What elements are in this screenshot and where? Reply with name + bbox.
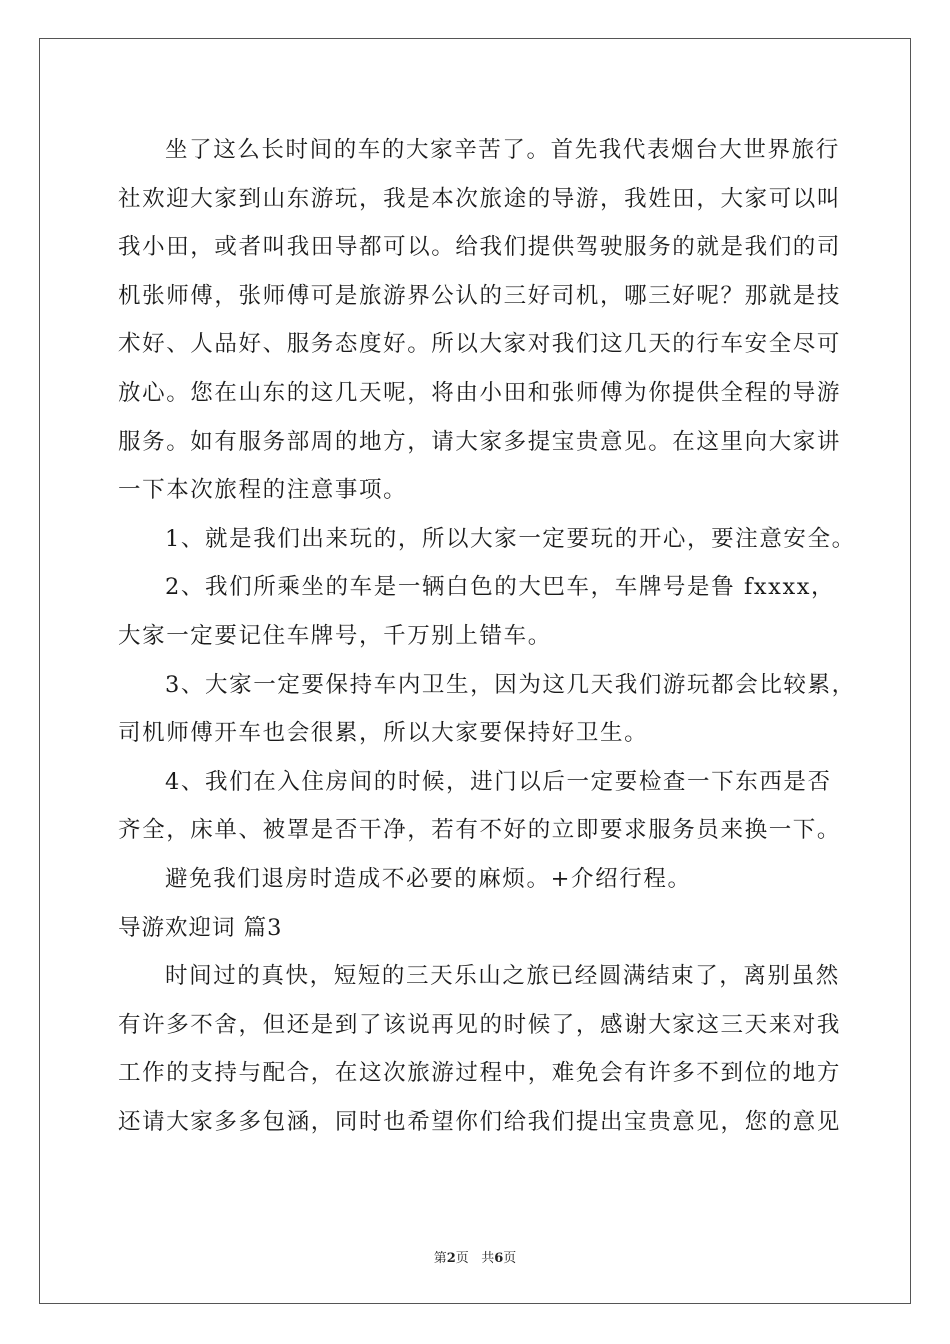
paragraph-line: 服务。如有服务部周的地方，请大家多提宝贵意见。在这里向大家讲: [118, 428, 842, 455]
list-item-line: 3、大家一定要保持车内卫生，因为这几天我们游玩都会比较累，: [165, 671, 856, 698]
list-item-line: 司机师傅开车也会很累，所以大家要保持好卫生。: [118, 720, 649, 747]
list-item-line: 2、我们所乘坐的车是一辆白色的大巴车，车牌号是鲁 fxxxx，: [165, 574, 836, 601]
document-body: [118, 126, 856, 1146]
paragraph-line: 还请大家多多包涵，同时也希望你们给我们提出宝贵意见，您的意见: [118, 1108, 842, 1135]
list-item-3: [118, 661, 856, 758]
closing-paragraph: [118, 855, 838, 904]
total-pages: 6: [494, 1251, 504, 1266]
paragraph-line: 机张师傅，张师傅可是旅游界公认的三好司机，哪三好呢？那就是技: [118, 282, 842, 309]
page-suffix: 页: [455, 1251, 469, 1266]
intro-paragraph: [118, 126, 842, 515]
page-footer: [0, 1247, 950, 1266]
paragraph-line: 一下本次旅程的注意事项。: [118, 477, 408, 504]
total-suffix: 页: [503, 1251, 517, 1266]
paragraph-line: 放心。您在山东的这几天呢，将由小田和张师傅为你提供全程的导游: [118, 379, 842, 406]
total-prefix: 共: [481, 1251, 495, 1266]
paragraph-line: 社欢迎大家到山东游玩，我是本次旅途的导游，我姓田，大家可以叫: [118, 185, 842, 212]
list-item-line: 4、我们在入住房间的时候，进门以后一定要检查一下东西是否: [165, 768, 832, 795]
list-item-4: [118, 758, 842, 855]
list-item-line: 齐全，床单、被罩是否干净，若有不好的立即要求服务员来换一下。: [118, 817, 842, 844]
paragraph-line: 有许多不舍，但还是到了该说再见的时候了，感谢大家这三天来对我: [118, 1011, 842, 1038]
list-item-line: 1、就是我们出来玩的，所以大家一定要玩的开心，要注意安全。: [165, 525, 856, 552]
paragraph-line: 我小田，或者叫我田导都可以。给我们提供驾驶服务的就是我们的司: [118, 234, 842, 261]
page-prefix: 第: [433, 1251, 447, 1266]
list-item-line: 大家一定要记住车牌号，千万别上错车。: [118, 622, 552, 649]
paragraph-line: 时间过的真快，短短的三天乐山之旅已经圆满结束了，离别虽然: [165, 963, 840, 990]
page-number: 2: [446, 1251, 456, 1266]
farewell-paragraph: [118, 952, 842, 1146]
list-item-2: [118, 563, 838, 660]
paragraph-line: 避免我们退房时造成不必要的麻烦。+介绍行程。: [165, 865, 692, 892]
paragraph-line: 术好、人品好、服务态度好。所以大家对我们这几天的行车安全尽可: [118, 331, 842, 358]
paragraph-line: 坐了这么长时间的车的大家辛苦了。首先我代表烟台大世界旅行: [165, 137, 840, 163]
section-heading: 导游欢迎词 篇3: [118, 914, 283, 941]
paragraph-line: 工作的支持与配合，在这次旅游过程中，难免会有许多不到位的地方: [118, 1060, 842, 1087]
list-item-1: [118, 515, 856, 564]
